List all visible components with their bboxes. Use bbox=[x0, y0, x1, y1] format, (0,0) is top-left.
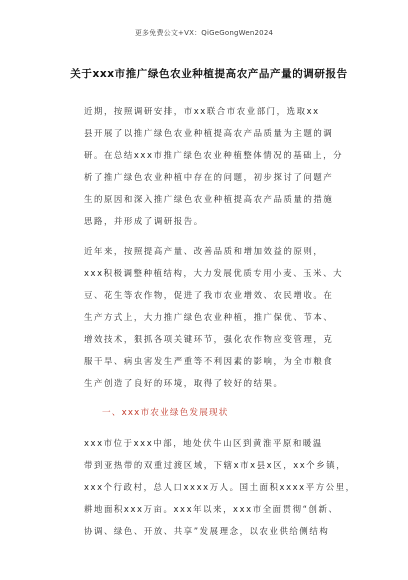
paragraph-line: 县开展了以推广绿色农业种植提高农产品质量为主题的调 bbox=[84, 128, 334, 138]
paragraph-line: 近年来，按照提高产量、改善品质和增加效益的原则， bbox=[84, 246, 324, 256]
paragraph-line: 服干旱、病虫害发生严重等不利因素的影响，为全市粮食 bbox=[84, 356, 334, 366]
paragraph-line: xxx积极调整种植结构，大力发展优质专用小麦、玉米、大 bbox=[84, 268, 344, 278]
paragraph-background bbox=[84, 240, 350, 394]
paragraph-line: 生产方式上，大力推广绿色农业种植，推广保优、节本、 bbox=[84, 312, 334, 322]
paragraph-line: 生的原因和深入推广绿色农业种植提高农产品质量的措施 bbox=[84, 194, 334, 204]
paragraph-line: 协调、绿色、开放、共享”发展理念，以农业供给侧结构 bbox=[84, 526, 330, 536]
paragraph-line: 豆、花生等农作物，促进了我市农业增效、农民增收。在 bbox=[84, 290, 334, 300]
paragraph-line: 耕地面积xxx万亩。xxx年以来，xxx市全面贯彻“创新、 bbox=[84, 504, 339, 514]
paragraph-intro bbox=[84, 100, 350, 232]
paragraph-line: 带到亚热带的双重过渡区域，下辖x市x县x区，xx个乡镇， bbox=[84, 460, 347, 470]
paragraph-line: xxx个行政村，总人口xxxx万人。国土面积xxxx平方公里， bbox=[84, 482, 356, 492]
paragraph-line: 研。在总结xxx市推广绿色农业种植整体情况的基础上，分 bbox=[84, 150, 344, 160]
paragraph-line: 生产创造了良好的环境，取得了较好的结果。 bbox=[84, 378, 284, 388]
paragraph-status bbox=[84, 432, 356, 542]
paragraph-line: xxx市位于xxx中部，地处伏牛山区到黄淮平原和暖温 bbox=[84, 438, 323, 448]
section-heading: 一、xxx市农业绿色发展现状 bbox=[102, 408, 229, 418]
paragraph-line: 增效技术，狠抓各项关键环节，强化农作物应变管理，克 bbox=[84, 334, 334, 344]
document-body bbox=[84, 100, 356, 550]
document-title: 关于xxx市推广绿色农业种植提高农产品产量的调研报告 bbox=[70, 68, 348, 80]
header-note: 更多免费公文+VX：QiGeGongWen2024 bbox=[134, 29, 274, 37]
paragraph-line: 思路，并形成了调研报告。 bbox=[84, 216, 204, 226]
paragraph-line: 近期，按照调研安排，市xx联合市农业部门，选取xx bbox=[84, 106, 320, 116]
paragraph-line: 析了推广绿色农业种植中存在的问题，初步探讨了问题产 bbox=[84, 172, 334, 182]
